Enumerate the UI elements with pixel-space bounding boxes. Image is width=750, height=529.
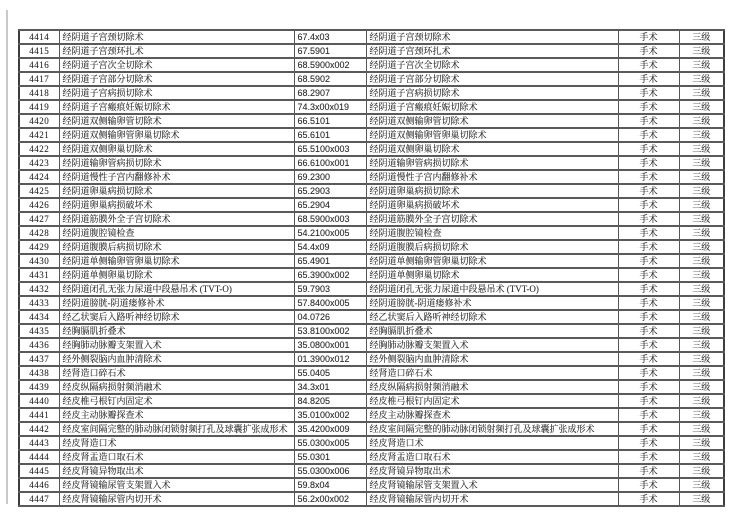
table-row xyxy=(19,30,724,44)
row-number-cell: 4423 xyxy=(19,156,59,170)
category-cell: 手术 xyxy=(618,338,679,352)
procedure-name-cell: 经阴道腹膜后病损切除术 xyxy=(59,240,294,254)
row-number-cell: 4419 xyxy=(19,100,59,114)
procedure-name-repeat-cell: 经皮肾盂造口取石术 xyxy=(366,450,618,464)
procedure-name-cell: 经阴道子宫瘢痕妊娠切除术 xyxy=(59,100,294,114)
procedure-code-cell: 55.0300x005 xyxy=(294,436,366,450)
row-number-cell: 4427 xyxy=(19,212,59,226)
level-cell: 三级 xyxy=(679,450,724,464)
procedure-code-cell: 55.0300x006 xyxy=(294,464,366,478)
level-cell: 三级 xyxy=(679,310,724,324)
procedure-code-cell: 67.4x03 xyxy=(294,30,366,44)
level-cell: 三级 xyxy=(679,296,724,310)
procedure-name-cell: 经阴道单侧输卵管卵巢切除术 xyxy=(59,254,294,268)
row-number-cell: 4431 xyxy=(19,268,59,282)
row-number-cell: 4442 xyxy=(19,422,59,436)
procedure-name-cell: 经皮主动脉瓣探查术 xyxy=(59,408,294,422)
procedure-name-repeat-cell: 经胸肺动脉瓣支架置入术 xyxy=(366,338,618,352)
procedure-table-body xyxy=(19,30,724,506)
procedure-name-repeat-cell: 经阴道子宫颈切除术 xyxy=(366,30,618,44)
level-cell: 三级 xyxy=(679,58,724,72)
procedure-name-repeat-cell: 经阴道卵巢病损切除术 xyxy=(366,184,618,198)
row-number-cell: 4417 xyxy=(19,72,59,86)
category-cell: 手术 xyxy=(618,408,679,422)
level-cell: 三级 xyxy=(679,394,724,408)
procedure-name-cell: 经阴道子宫颈切除术 xyxy=(59,30,294,44)
table-row xyxy=(19,282,724,296)
procedure-name-repeat-cell: 经阴道子宫次全切除术 xyxy=(366,58,618,72)
procedure-name-repeat-cell: 经阴道卵巢病损破坏术 xyxy=(366,198,618,212)
row-number-cell: 4433 xyxy=(19,296,59,310)
procedure-code-cell: 35.0800x001 xyxy=(294,338,366,352)
row-number-cell: 4425 xyxy=(19,184,59,198)
procedure-name-cell: 经阴道子宫部分切除术 xyxy=(59,72,294,86)
procedure-code-cell: 74.3x00x019 xyxy=(294,100,366,114)
row-number-cell: 4440 xyxy=(19,394,59,408)
table-row xyxy=(19,324,724,338)
procedure-name-repeat-cell: 经阴道慢性子宫内翻修补术 xyxy=(366,170,618,184)
procedure-name-cell: 经乙状窦后入路听神经切除术 xyxy=(59,310,294,324)
row-number-cell: 4436 xyxy=(19,338,59,352)
procedure-code-cell: 66.6100x001 xyxy=(294,156,366,170)
procedure-name-cell: 经皮室间隔完整的肺动脉闭锁射频打孔及球囊扩张成形术 xyxy=(59,422,294,436)
procedure-name-cell: 经阴道腹腔镜检查 xyxy=(59,226,294,240)
row-number-cell: 4439 xyxy=(19,380,59,394)
category-cell: 手术 xyxy=(618,240,679,254)
level-cell: 三级 xyxy=(679,338,724,352)
procedure-code-cell: 68.2907 xyxy=(294,86,366,100)
procedure-name-cell: 经阴道卵巢病损切除术 xyxy=(59,184,294,198)
procedure-name-cell: 经阴道单侧卵巢切除术 xyxy=(59,268,294,282)
procedure-code-cell: 66.5101 xyxy=(294,114,366,128)
table-row xyxy=(19,184,724,198)
table-row xyxy=(19,44,724,58)
level-cell: 三级 xyxy=(679,86,724,100)
level-cell: 三级 xyxy=(679,114,724,128)
procedure-code-cell: 59.8x04 xyxy=(294,478,366,492)
row-number-cell: 4418 xyxy=(19,86,59,100)
procedure-name-repeat-cell: 经阴道子宫颈环扎术 xyxy=(366,44,618,58)
row-number-cell: 4445 xyxy=(19,464,59,478)
procedure-name-repeat-cell: 经阴道双侧输卵管卵巢切除术 xyxy=(366,128,618,142)
procedure-name-repeat-cell: 经皮椎弓根钉内固定术 xyxy=(366,394,618,408)
procedure-name-repeat-cell: 经乙状窦后入路听神经切除术 xyxy=(366,310,618,324)
category-cell: 手术 xyxy=(618,184,679,198)
procedure-code-cell: 54.2100x005 xyxy=(294,226,366,240)
procedure-code-cell: 56.2x00x002 xyxy=(294,492,366,506)
procedure-code-cell: 65.2903 xyxy=(294,184,366,198)
procedure-name-cell: 经皮肾造口术 xyxy=(59,436,294,450)
category-cell: 手术 xyxy=(618,310,679,324)
table-row xyxy=(19,226,724,240)
category-cell: 手术 xyxy=(618,72,679,86)
procedure-name-repeat-cell: 经胸膈肌折叠术 xyxy=(366,324,618,338)
row-number-cell: 4441 xyxy=(19,408,59,422)
procedure-name-repeat-cell: 经阴道子宫病损切除术 xyxy=(366,86,618,100)
row-number-cell: 4430 xyxy=(19,254,59,268)
category-cell: 手术 xyxy=(618,30,679,44)
level-cell: 三级 xyxy=(679,282,724,296)
procedure-name-cell: 经阴道慢性子宫内翻修补术 xyxy=(59,170,294,184)
procedure-table xyxy=(18,29,725,507)
table-row xyxy=(19,212,724,226)
level-cell: 三级 xyxy=(679,226,724,240)
row-number-cell: 4432 xyxy=(19,282,59,296)
procedure-name-cell: 经阴道子宫颈环扎术 xyxy=(59,44,294,58)
level-cell: 三级 xyxy=(679,170,724,184)
procedure-code-cell: 04.0726 xyxy=(294,310,366,324)
level-cell: 三级 xyxy=(679,254,724,268)
procedure-name-cell: 经阴道卵巢病损破坏术 xyxy=(59,198,294,212)
table-row xyxy=(19,352,724,366)
procedure-name-repeat-cell: 经阴道输卵管病损切除术 xyxy=(366,156,618,170)
table-row xyxy=(19,114,724,128)
table-row xyxy=(19,100,724,114)
level-cell: 三级 xyxy=(679,128,724,142)
table-row xyxy=(19,156,724,170)
procedure-code-cell: 68.5902 xyxy=(294,72,366,86)
procedure-code-cell: 68.5900x002 xyxy=(294,58,366,72)
table-row xyxy=(19,296,724,310)
procedure-code-cell: 35.0100x002 xyxy=(294,408,366,422)
procedure-name-repeat-cell: 经阴道双侧卵巢切除术 xyxy=(366,142,618,156)
table-row xyxy=(19,198,724,212)
table-row xyxy=(19,366,724,380)
category-cell: 手术 xyxy=(618,198,679,212)
level-cell: 三级 xyxy=(679,492,724,506)
procedure-name-cell: 经阴道闭孔无张力尿道中段悬吊术 (TVT-O) xyxy=(59,282,294,296)
procedure-code-cell: 35.4200x009 xyxy=(294,422,366,436)
procedure-name-cell: 经胸肺动脉瓣支架置入术 xyxy=(59,338,294,352)
row-number-cell: 4447 xyxy=(19,492,59,506)
procedure-code-cell: 59.7903 xyxy=(294,282,366,296)
level-cell: 三级 xyxy=(679,44,724,58)
procedure-name-repeat-cell: 经阴道筋膜外全子宫切除术 xyxy=(366,212,618,226)
procedure-code-cell: 54.4x09 xyxy=(294,240,366,254)
level-cell: 三级 xyxy=(679,422,724,436)
table-row xyxy=(19,254,724,268)
procedure-name-repeat-cell: 经皮室间隔完整的肺动脉闭锁射频打孔及球囊扩张成形术 xyxy=(366,422,618,436)
table-row xyxy=(19,86,724,100)
procedure-name-repeat-cell: 经阴道子宫瘢痕妊娠切除术 xyxy=(366,100,618,114)
category-cell: 手术 xyxy=(618,58,679,72)
procedure-name-repeat-cell: 经皮肾镜输尿管支架置入术 xyxy=(366,478,618,492)
level-cell: 三级 xyxy=(679,464,724,478)
row-number-cell: 4416 xyxy=(19,58,59,72)
table-row xyxy=(19,436,724,450)
row-number-cell: 4426 xyxy=(19,198,59,212)
procedure-name-cell: 经皮肾镜异物取出术 xyxy=(59,464,294,478)
table-row xyxy=(19,310,724,324)
procedure-name-cell: 经皮肾镜输尿管内切开术 xyxy=(59,492,294,506)
row-number-cell: 4444 xyxy=(19,450,59,464)
procedure-name-repeat-cell: 经阴道膀胱-阴道瘘修补术 xyxy=(366,296,618,310)
category-cell: 手术 xyxy=(618,170,679,184)
category-cell: 手术 xyxy=(618,226,679,240)
category-cell: 手术 xyxy=(618,366,679,380)
category-cell: 手术 xyxy=(618,282,679,296)
procedure-name-cell: 经阴道子宫次全切除术 xyxy=(59,58,294,72)
procedure-code-cell: 01.3900x012 xyxy=(294,352,366,366)
row-number-cell: 4429 xyxy=(19,240,59,254)
category-cell: 手术 xyxy=(618,422,679,436)
row-number-cell: 4446 xyxy=(19,478,59,492)
category-cell: 手术 xyxy=(618,114,679,128)
procedure-name-repeat-cell: 经阴道双侧输卵管切除术 xyxy=(366,114,618,128)
category-cell: 手术 xyxy=(618,44,679,58)
procedure-name-cell: 经阴道膀胱-阴道瘘修补术 xyxy=(59,296,294,310)
procedure-name-cell: 经皮肾盂造口取石术 xyxy=(59,450,294,464)
level-cell: 三级 xyxy=(679,198,724,212)
table-row xyxy=(19,240,724,254)
row-number-cell: 4415 xyxy=(19,44,59,58)
procedure-name-repeat-cell: 经皮肾造口术 xyxy=(366,436,618,450)
category-cell: 手术 xyxy=(618,450,679,464)
level-cell: 三级 xyxy=(679,142,724,156)
level-cell: 三级 xyxy=(679,352,724,366)
row-number-cell: 4437 xyxy=(19,352,59,366)
procedure-code-cell: 34.3x01 xyxy=(294,380,366,394)
level-cell: 三级 xyxy=(679,366,724,380)
category-cell: 手术 xyxy=(618,268,679,282)
procedure-code-cell: 65.3900x002 xyxy=(294,268,366,282)
procedure-name-repeat-cell: 经外侧裂脑内血肿清除术 xyxy=(366,352,618,366)
procedure-name-cell: 经阴道双侧输卵管切除术 xyxy=(59,114,294,128)
level-cell: 三级 xyxy=(679,212,724,226)
procedure-name-repeat-cell: 经肾造口碎石术 xyxy=(366,366,618,380)
category-cell: 手术 xyxy=(618,128,679,142)
category-cell: 手术 xyxy=(618,352,679,366)
level-cell: 三级 xyxy=(679,478,724,492)
procedure-code-cell: 65.5100x003 xyxy=(294,142,366,156)
level-cell: 三级 xyxy=(679,380,724,394)
category-cell: 手术 xyxy=(618,100,679,114)
procedure-name-repeat-cell: 经阴道单侧输卵管卵巢切除术 xyxy=(366,254,618,268)
table-row xyxy=(19,268,724,282)
procedure-code-cell: 53.8100x002 xyxy=(294,324,366,338)
table-row xyxy=(19,380,724,394)
table-row xyxy=(19,478,724,492)
level-cell: 三级 xyxy=(679,436,724,450)
procedure-name-repeat-cell: 经皮主动脉瓣探查术 xyxy=(366,408,618,422)
category-cell: 手术 xyxy=(618,324,679,338)
procedure-code-cell: 65.4901 xyxy=(294,254,366,268)
procedure-name-repeat-cell: 经皮纵隔病损射频消融术 xyxy=(366,380,618,394)
table-row xyxy=(19,72,724,86)
procedure-name-cell: 经胸膈肌折叠术 xyxy=(59,324,294,338)
row-number-cell: 4424 xyxy=(19,170,59,184)
procedure-name-repeat-cell: 经阴道子宫部分切除术 xyxy=(366,72,618,86)
table-row xyxy=(19,170,724,184)
procedure-name-repeat-cell: 经阴道腹腔镜检查 xyxy=(366,226,618,240)
level-cell: 三级 xyxy=(679,268,724,282)
row-number-cell: 4422 xyxy=(19,142,59,156)
table-row xyxy=(19,394,724,408)
level-cell: 三级 xyxy=(679,72,724,86)
row-number-cell: 4414 xyxy=(19,30,59,44)
category-cell: 手术 xyxy=(618,142,679,156)
level-cell: 三级 xyxy=(679,240,724,254)
procedure-name-cell: 经皮椎弓根钉内固定术 xyxy=(59,394,294,408)
table-row xyxy=(19,492,724,506)
category-cell: 手术 xyxy=(618,478,679,492)
category-cell: 手术 xyxy=(618,156,679,170)
level-cell: 三级 xyxy=(679,184,724,198)
procedure-name-cell: 经阴道双侧卵巢切除术 xyxy=(59,142,294,156)
table-row xyxy=(19,464,724,478)
level-cell: 三级 xyxy=(679,30,724,44)
procedure-name-repeat-cell: 经皮肾镜输尿管内切开术 xyxy=(366,492,618,506)
procedure-code-cell: 68.5900x003 xyxy=(294,212,366,226)
table-row xyxy=(19,338,724,352)
table-row xyxy=(19,58,724,72)
procedure-code-cell: 67.5901 xyxy=(294,44,366,58)
procedure-code-cell: 65.6101 xyxy=(294,128,366,142)
procedure-name-cell: 经阴道子宫病损切除术 xyxy=(59,86,294,100)
procedure-name-repeat-cell: 经阴道单侧卵巢切除术 xyxy=(366,268,618,282)
row-number-cell: 4438 xyxy=(19,366,59,380)
category-cell: 手术 xyxy=(618,86,679,100)
row-number-cell: 4434 xyxy=(19,310,59,324)
category-cell: 手术 xyxy=(618,436,679,450)
level-cell: 三级 xyxy=(679,156,724,170)
row-number-cell: 4443 xyxy=(19,436,59,450)
table-row xyxy=(19,422,724,436)
procedure-name-repeat-cell: 经皮肾镜异物取出术 xyxy=(366,464,618,478)
category-cell: 手术 xyxy=(618,394,679,408)
table-row xyxy=(19,128,724,142)
procedure-name-cell: 经阴道双侧输卵管卵巢切除术 xyxy=(59,128,294,142)
level-cell: 三级 xyxy=(679,324,724,338)
procedure-name-cell: 经外侧裂脑内血肿清除术 xyxy=(59,352,294,366)
procedure-name-cell: 经阴道输卵管病损切除术 xyxy=(59,156,294,170)
row-number-cell: 4435 xyxy=(19,324,59,338)
category-cell: 手术 xyxy=(618,254,679,268)
procedure-name-cell: 经皮纵隔病损射频消融术 xyxy=(59,380,294,394)
level-cell: 三级 xyxy=(679,100,724,114)
procedure-code-cell: 84.8205 xyxy=(294,394,366,408)
category-cell: 手术 xyxy=(618,212,679,226)
row-number-cell: 4421 xyxy=(19,128,59,142)
table-row xyxy=(19,142,724,156)
table-row xyxy=(19,450,724,464)
procedure-code-cell: 65.2904 xyxy=(294,198,366,212)
procedure-name-cell: 经皮肾镜输尿管支架置入术 xyxy=(59,478,294,492)
procedure-code-cell: 55.0405 xyxy=(294,366,366,380)
row-number-cell: 4428 xyxy=(19,226,59,240)
category-cell: 手术 xyxy=(618,464,679,478)
category-cell: 手术 xyxy=(618,492,679,506)
page-edge-scan-line xyxy=(6,10,8,504)
procedure-name-cell: 经阴道筋膜外全子宫切除术 xyxy=(59,212,294,226)
category-cell: 手术 xyxy=(618,380,679,394)
procedure-code-cell: 69.2300 xyxy=(294,170,366,184)
category-cell: 手术 xyxy=(618,296,679,310)
row-number-cell: 4420 xyxy=(19,114,59,128)
procedure-name-repeat-cell: 经阴道腹膜后病损切除术 xyxy=(366,240,618,254)
procedure-name-repeat-cell: 经阴道闭孔无张力尿道中段悬吊术 (TVT-O) xyxy=(366,282,618,296)
level-cell: 三级 xyxy=(679,408,724,422)
procedure-code-cell: 55.0301 xyxy=(294,450,366,464)
procedure-name-cell: 经肾造口碎石术 xyxy=(59,366,294,380)
table-row xyxy=(19,408,724,422)
procedure-code-cell: 57.8400x005 xyxy=(294,296,366,310)
